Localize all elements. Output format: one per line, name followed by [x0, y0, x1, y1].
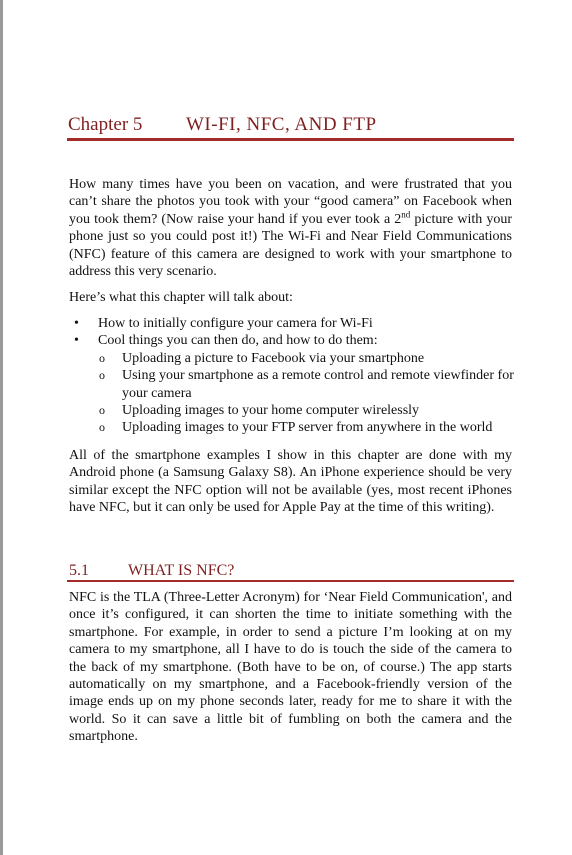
examples-paragraph: All of the smartphone examples I show in this chapter are done with my Android phone (a Samsung Galaxy S8). An iPhone experience should be very similar except the NFC option will not be available (yes, most recent iPhones have NFC, but it can only be used for Apple Pay at the time of this writing).	[69, 448, 512, 516]
section-number: 5.1	[69, 562, 89, 579]
sub-bullet-marker: o	[99, 368, 105, 383]
sub-list-item: o Uploading images to your FTP server from anywhere in the world	[99, 420, 493, 436]
ordinal-superscript: nd	[401, 209, 411, 220]
list-item: • How to initially configure your camera for Wi-Fi	[74, 316, 373, 331]
intro-text-start: How many times have you been on vacation, and were frustrated that you can’t share the photos you took with your “good camera” on Facebook when you took them? (Now raise your hand if you ever took a 2	[69, 177, 512, 227]
chapter-rule	[67, 138, 514, 141]
sub-list-item: o Uploading a picture to Facebook via your smartphone	[99, 350, 425, 366]
chapter-title: WI-FI, NFC, AND FTP	[186, 114, 377, 135]
intro-paragraph	[69, 176, 512, 280]
sub-bullet-marker: o	[99, 420, 105, 435]
sub-bullet-marker: o	[99, 350, 105, 365]
section-title: WHAT IS NFC?	[128, 562, 235, 579]
list-item: • Cool things you can then do, and how to do them:	[74, 333, 378, 349]
sub-list-item: o Using your smartphone as a remote control and remote viewfinder for your camera	[99, 368, 514, 401]
chapter-number: Chapter 5	[68, 114, 143, 135]
bullet-marker: •	[74, 333, 79, 349]
overview-lead: Here’s what this chapter will talk about:	[69, 290, 293, 305]
bullet-marker: •	[74, 316, 79, 331]
chapter-topics-list	[69, 315, 514, 437]
nfc-paragraph: NFC is the TLA (Three-Letter Acronym) for ‘Near Field Communication', and once it’s configured, it can shorten the time to initiate something with the smartphone. For example, in order to send a picture I’m looking at on my camera to my smartphone, all I have to do is touch the side of the camera to the back of my smartphone. (Both have to be on, of course.) The app starts automatically on my smartphone, and a Facebook-friendly version of the image ends up on my phone seconds later, ready for me to share it with the world. So it can save a little bit of fumbling on both the camera and the smartphone.	[69, 590, 512, 745]
sub-list-item: o Uploading images to your home computer wirelessly	[99, 403, 420, 419]
section-rule	[67, 580, 514, 582]
chapter-heading	[68, 114, 514, 136]
intro-text-end: picture with your phone just so you could post it!) The Wi-Fi and Near Field Communications (NFC) feature of this camera are designed to work with your smartphone to address this very scenario.	[69, 211, 513, 280]
page-left-edge	[0, 0, 3, 855]
sub-bullet-marker: o	[99, 403, 105, 418]
section-heading	[69, 562, 234, 580]
